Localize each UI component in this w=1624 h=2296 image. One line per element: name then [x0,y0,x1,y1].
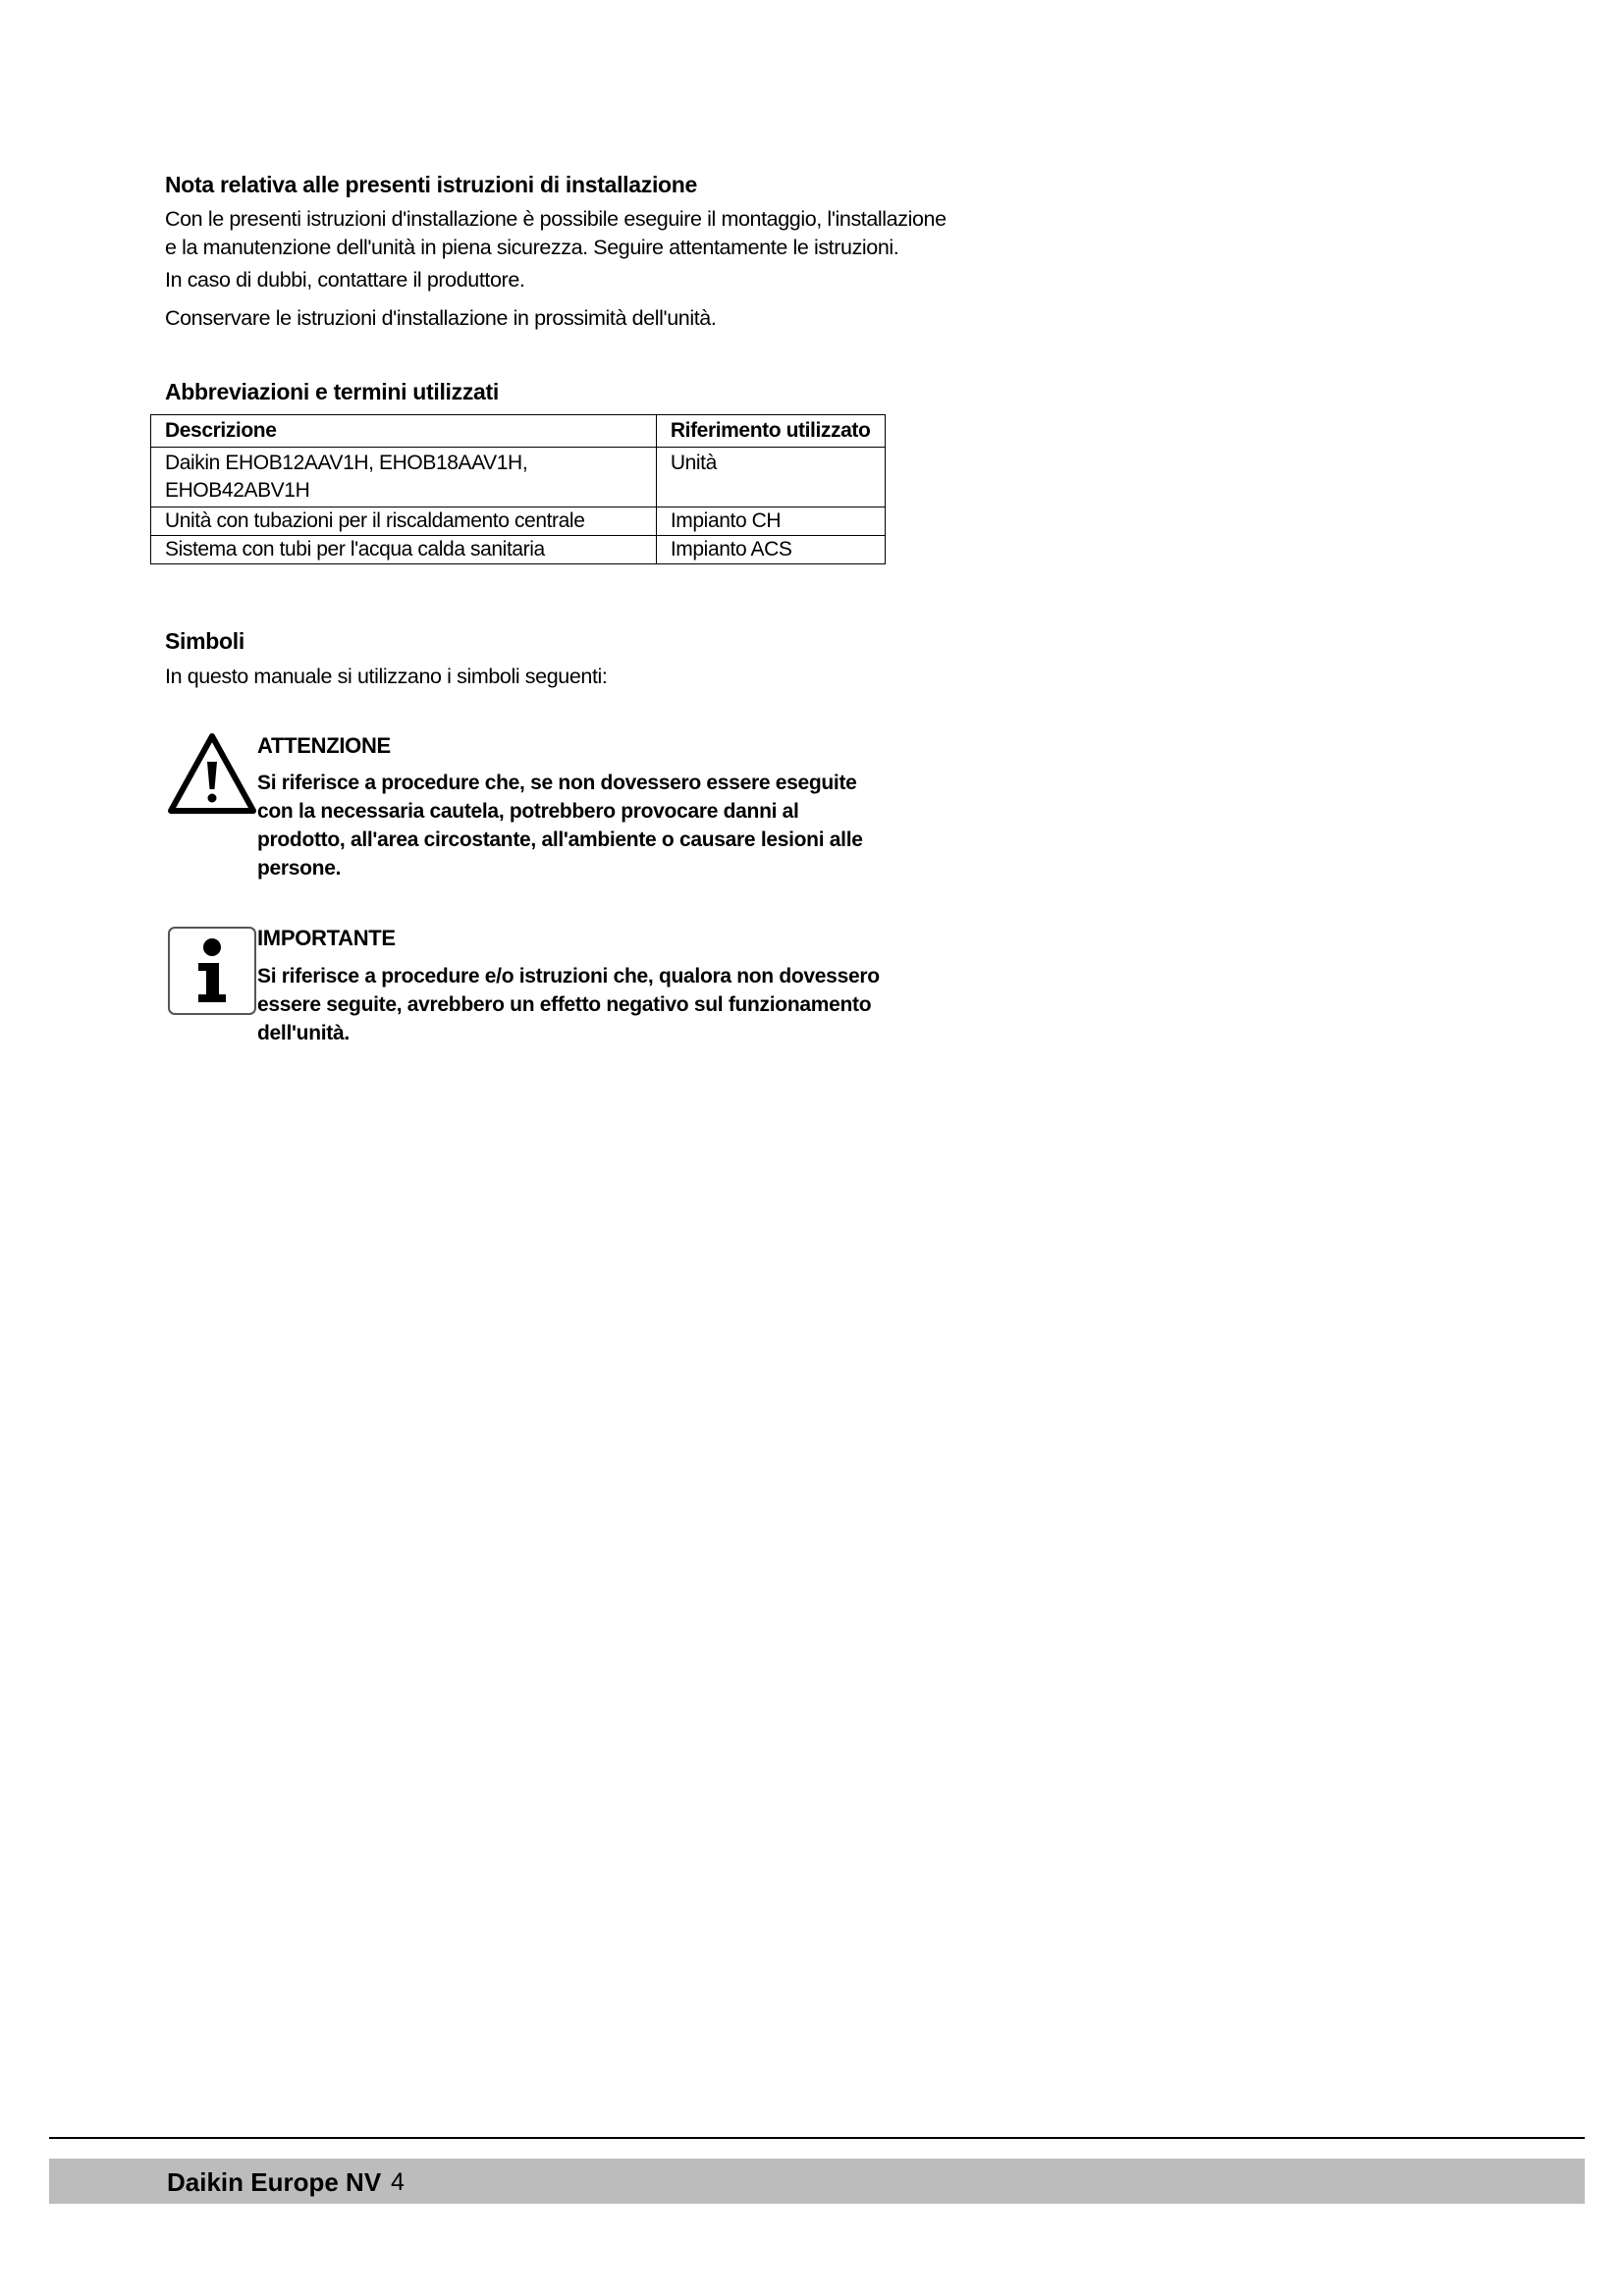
table-cell: Unità con tubazioni per il riscaldamento centrale [151,507,657,536]
table-header-row [151,415,886,448]
symbols-intro: In questo manuale si utilizzano i simboli seguenti: [165,665,608,688]
symbols-heading: Simboli [165,628,244,654]
intro-line-1: Con le presenti istruzioni d'installazione è possibile eseguire il montaggio, l'installazione [165,207,947,231]
info-icon [167,926,257,1016]
table-row [151,448,886,507]
abbreviations-heading: Abbreviazioni e termini utilizzati [165,379,499,404]
table-cell: Impianto CH [656,507,885,536]
important-text: Si riferisce a procedure e/o istruzioni che, qualora non dovessero essere seguite, avrebbero un effetto negativo sul funzionamento dell'unità. [257,965,880,1044]
intro-line-3: In caso di dubbi, contattare il produttore. [165,268,525,292]
warning-text: Si riferisce a procedure che, se non dovessero essere eseguite con la necessaria cautela, potrebbero provocare danni al prodotto, all'area circostante, all'ambiente o causare lesioni alle persone. [257,772,863,880]
intro-line-4: Conservare le istruzioni d'installazione in prossimità dell'unità. [165,306,717,330]
table-row [151,536,886,564]
table-row [151,507,886,536]
table-header-reference: Riferimento utilizzato [656,415,885,448]
footer-divider [49,2137,1585,2139]
intro-heading: Nota relativa alle presenti istruzioni di installazione [165,172,698,197]
footer-company: Daikin Europe NV [167,2167,382,2197]
abbreviations-table [150,414,886,564]
table-cell: Unità [656,448,885,507]
table-cell: Impianto ACS [656,536,885,564]
table-cell: Daikin EHOB12AAV1H, EHOB18AAV1H, EHOB42ABV1H [151,448,657,507]
table-header-description: Descrizione [151,415,657,448]
important-title: IMPORTANTE [257,926,396,950]
warning-triangle-icon [167,732,257,815]
table-cell: Sistema con tubi per l'acqua calda sanitaria [151,536,657,564]
intro-line-2: e la manutenzione dell'unità in piena sicurezza. Seguire attentamente le istruzioni. [165,236,899,259]
warning-title: ATTENZIONE [257,733,391,758]
page-number: 4 [391,2168,405,2196]
